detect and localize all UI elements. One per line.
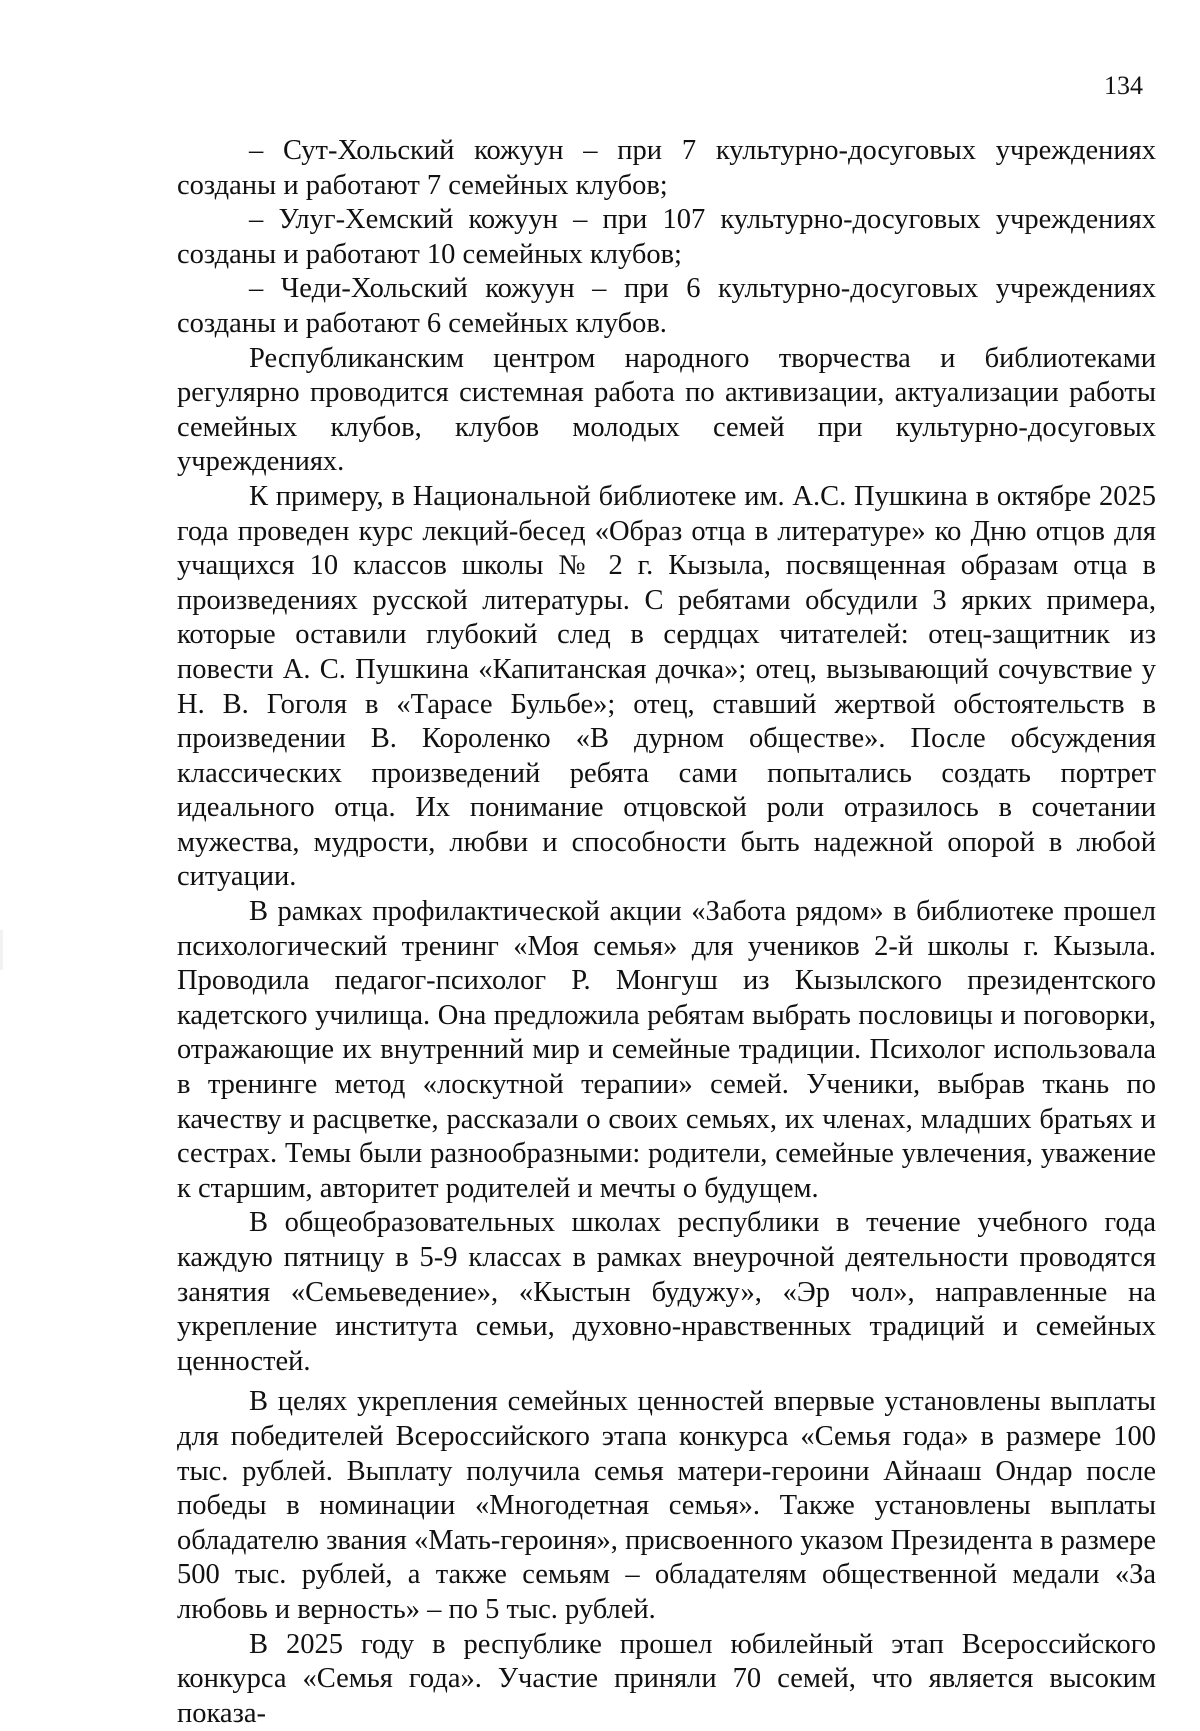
scan-edge-mark bbox=[0, 930, 3, 970]
paragraph-ulug-hem: – Улуг-Хемский кожуун – при 107 культурно-досуговых учреждениях созданы и работают 10 семейных клубов; bbox=[177, 204, 1156, 270]
paragraph-schools: В общеобразовательных школах республики в течение учебного года каждую пятницу в 5-9 классах в рамках внеурочной деятельности проводятся занятия «Семьеведение», «Кыстын будужу», «Эр чол», направленные на укрепление института семьи, духовно-нравственных традиций и семейных ценностей. bbox=[177, 1207, 1156, 1377]
paragraph-national-library: К примеру, в Национальной библиотеке им. А.С. Пушкина в октябре 2025 года проведен курс лекций-бесед «Образ отца в литературе» ко Дню отцов для учащихся 10 классов школы № 2 г. Кызыла, посвященная образам отца в произведениях русской литературы. С ребятами обсудили 3 ярких примера, которые оставили глубокий след в сердцах читателей: отец-защитник из повести А. С. Пушкина «Капитанская дочка»; отец, вызывающий сочувствие у Н. В. Гоголя в «Тарасе Бульбе»; отец, ставший жертвой обстоятельств в произведении В. Короленко «В дурном обществе». После обсуждения классических произведений ребята сами попытались создать портрет идеального отца. Их понимание отцовской роли отразилось в сочетании мужества, мудрости, любви и способности быть надежной опорой в любой ситуации. bbox=[177, 480, 1156, 893]
paragraph-republican-center: Республиканским центром народного творчества и библиотеками регулярно проводится системная работа по активизации, актуализации работы семейных клубов, клубов молодых семей при культурно-досуговых учреждениях. bbox=[177, 342, 1156, 478]
paragraph-family-of-year: В 2025 году в республике прошел юбилейный этап Всероссийского конкурса «Семья года». Участие приняли 70 семей, что является высоким показа- bbox=[177, 1628, 1156, 1729]
page-number: 134 bbox=[1104, 71, 1143, 100]
paragraph-care-nearby: В рамках профилактической акции «Забота рядом» в библиотеке прошел психологический тренинг «Моя семья» для учеников 2-й школы г. Кызыла. Проводила педагог-психолог Р. Монгуш из Кызылского президентского кадетского училища. Она предложила ребятам выбрать пословицы и поговорки, отражающие их внутренний мир и семейные традиции. Психолог использовала в тренинге метод «лоскутной терапии» семей. Ученики, выбрав ткань по качеству и расцветке, рассказали о своих семьях, их членах, младших братьях и сестрах. Темы были разнообразными: родители, семейные увлечения, уважение к старшим, авторитет родителей и мечты о будущем. bbox=[177, 896, 1156, 1204]
paragraph-sut-hol: – Сут-Хольский кожуун – при 7 культурно-досуговых учреждениях созданы и работают 7 семейных клубов; bbox=[177, 135, 1156, 201]
document-body bbox=[177, 134, 1156, 1731]
paragraph-chedi-hol: – Чеди-Хольский кожуун – при 6 культурно-досуговых учреждениях созданы и работают 6 семейных клубов. bbox=[177, 273, 1156, 339]
paragraph-payments: В целях укрепления семейных ценностей впервые установлены выплаты для победителей Всероссийского этапа конкурса «Семья года» в размере 100 тыс. рублей. Выплату получила семья матери-героини Айнааш Ондар после победы в номинации «Многодетная семья». Также установлены выплаты обладателю звания «Мать-героиня», присвоенного указом Президента в размере 500 тыс. рублей, а также семьям – обладателям общественной медали «За любовь и верность» – по 5 тыс. рублей. bbox=[177, 1386, 1156, 1625]
